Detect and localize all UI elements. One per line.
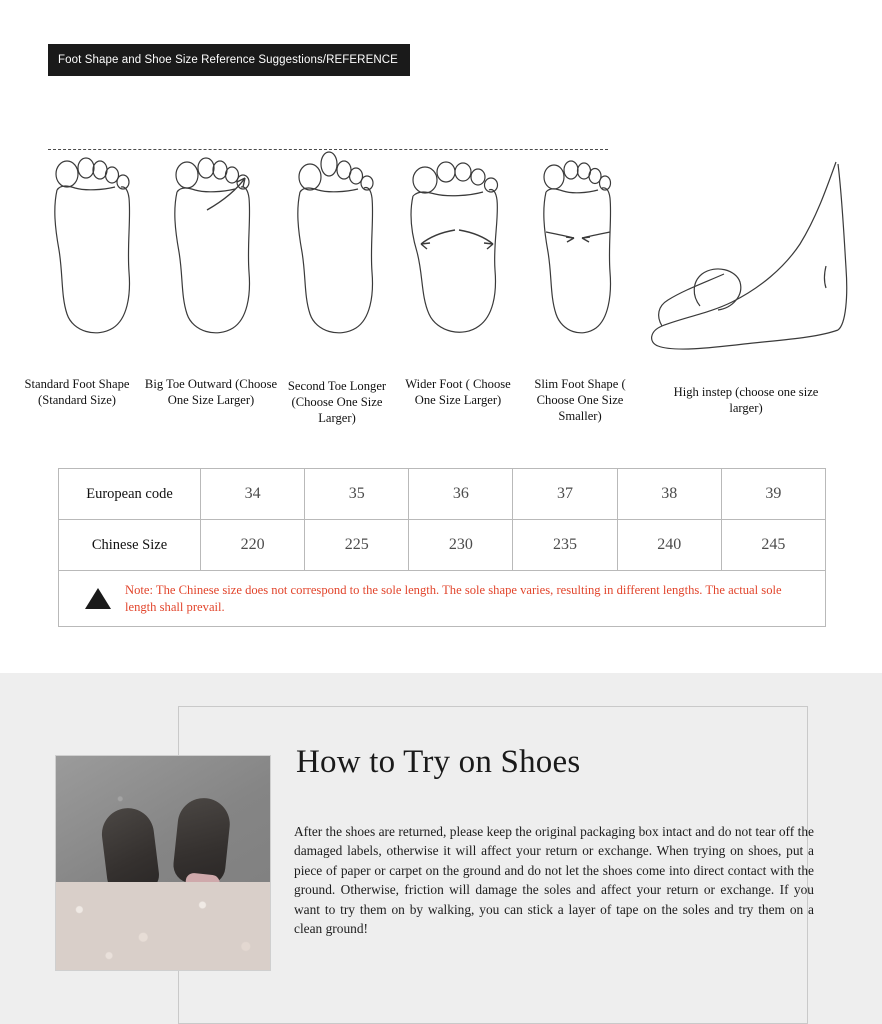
cell-chinese-0: 220 [201, 520, 305, 571]
foot-shape-illustrations [0, 128, 882, 428]
cell-european-5: 39 [721, 469, 825, 520]
photo-carpet [55, 882, 271, 971]
size-conversion-table [58, 468, 826, 627]
table-row-note [59, 571, 826, 627]
foot-icon-second-toe-longer [288, 146, 383, 346]
table-row-chinese [59, 520, 826, 571]
cell-chinese-1: 225 [305, 520, 409, 571]
warning-triangle-icon [85, 588, 111, 609]
table-row-european [59, 469, 826, 520]
caption-slim-foot: Slim Foot Shape ( Choose One Size Smaller) [534, 377, 626, 424]
row-header-chinese: Chinese Size [59, 520, 201, 571]
cell-european-0: 34 [201, 469, 305, 520]
cell-european-2: 36 [409, 469, 513, 520]
try-on-photo [55, 755, 271, 971]
foot-icon-high-instep [640, 156, 855, 356]
cell-chinese-3: 235 [513, 520, 617, 571]
caption-wider-foot: Wider Foot ( Choose One Size Larger) [405, 377, 511, 408]
note-cell [59, 571, 826, 627]
caption-big-toe-outward: Big Toe Outward (Choose One Size Larger) [144, 377, 278, 408]
cell-chinese-5: 245 [721, 520, 825, 571]
how-to-title: How to Try on Shoes [296, 744, 581, 780]
cell-chinese-2: 230 [409, 520, 513, 571]
caption-standard-foot: Standard Foot Shape (Standard Size) [24, 377, 130, 408]
cell-chinese-4: 240 [617, 520, 721, 571]
row-header-european: European code [59, 469, 201, 520]
cell-european-3: 37 [513, 469, 617, 520]
banner-title: Foot Shape and Shoe Size Reference Suggestions/REFERENCE [58, 54, 398, 66]
header-banner [48, 44, 410, 76]
foot-icon-wider-foot [405, 146, 509, 346]
how-to-body-text: After the shoes are returned, please keep the original packaging box intact and do not tear off the damaged labels, otherwise it will affect your return or exchange. When trying on shoes, put a piece of paper or carpet on the ground and do not let the shoes come into direct contact with the ground. Otherwise, friction will damage the soles and affect your return or exchange. If you want to try them on by walking, you can stick a layer of tape on the soles and try them on a clean ground! [294, 824, 814, 937]
size-note-text: Note: The Chinese size does not correspond to the sole length. The sole shape varies, resulting in different lengths. The actual sole length shall prevail. [125, 582, 782, 614]
foot-icon-standard [45, 146, 140, 346]
caption-high-instep: High instep (choose one size larger) [673, 385, 819, 416]
foot-icon-big-toe-outward [165, 146, 265, 346]
caption-second-toe-longer: Second Toe Longer (Choose One Size Larger) [287, 379, 387, 426]
foot-icon-slim-foot [532, 146, 628, 346]
cell-european-1: 35 [305, 469, 409, 520]
cell-european-4: 38 [617, 469, 721, 520]
